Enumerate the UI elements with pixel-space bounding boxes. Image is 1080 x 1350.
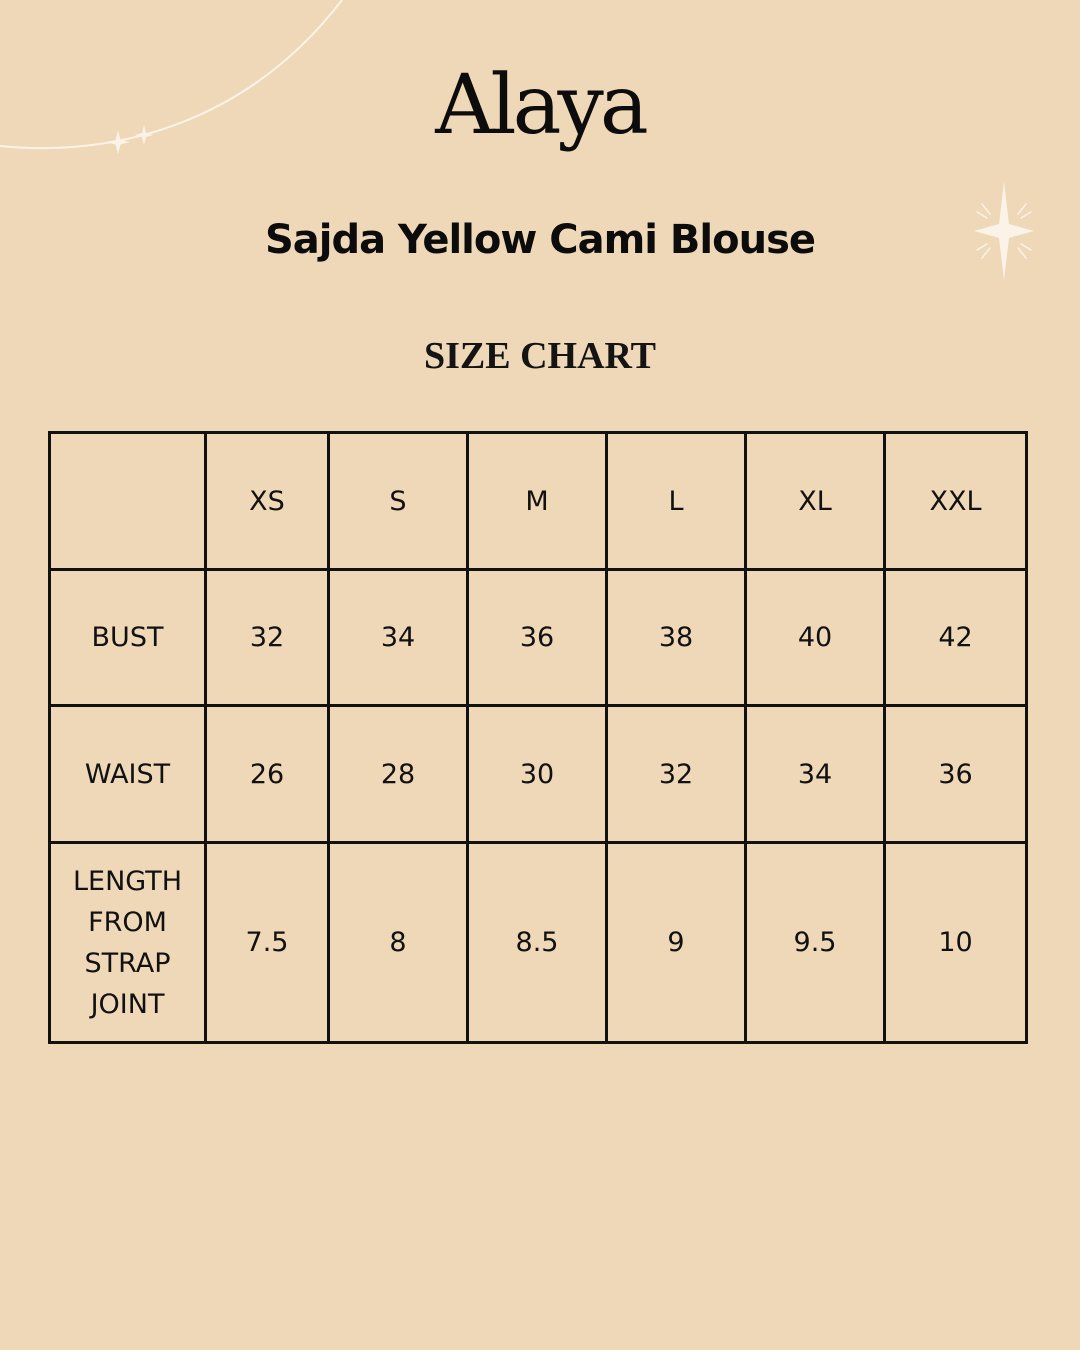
table-cell: 10 bbox=[885, 843, 1027, 1043]
row-label-line: STRAP bbox=[84, 947, 171, 979]
table-cell: 8.5 bbox=[468, 843, 607, 1043]
table-cell: 34 bbox=[329, 570, 468, 706]
table-cell: 30 bbox=[468, 706, 607, 843]
size-chart-table bbox=[48, 431, 1028, 1044]
size-header: XXL bbox=[885, 433, 1027, 570]
table-cell: 32 bbox=[206, 570, 329, 706]
size-header: XL bbox=[746, 433, 885, 570]
table-cell: 26 bbox=[206, 706, 329, 843]
table-cell: 38 bbox=[607, 570, 746, 706]
size-header: XS bbox=[206, 433, 329, 570]
table-cell: 40 bbox=[746, 570, 885, 706]
table-cell: 9.5 bbox=[746, 843, 885, 1043]
row-label: BUST bbox=[50, 570, 206, 706]
table-cell: 42 bbox=[885, 570, 1027, 706]
size-header: L bbox=[607, 433, 746, 570]
product-title: Sajda Yellow Cami Blouse bbox=[264, 217, 816, 263]
table-cell: 9 bbox=[607, 843, 746, 1043]
size-header: S bbox=[329, 433, 468, 570]
table-cell: 32 bbox=[607, 706, 746, 843]
table-cell: 36 bbox=[468, 570, 607, 706]
brand-logo: Alaya bbox=[435, 58, 645, 153]
row-label-line: JOINT bbox=[90, 988, 165, 1020]
corner-cell bbox=[50, 433, 206, 570]
table-row bbox=[50, 843, 1027, 1043]
table-cell: 28 bbox=[329, 706, 468, 843]
table-cell: 34 bbox=[746, 706, 885, 843]
size-chart-heading: SIZE CHART bbox=[423, 335, 656, 377]
row-label: WAIST bbox=[50, 706, 206, 843]
row-label-line: LENGTH bbox=[72, 865, 183, 897]
table-cell: 7.5 bbox=[206, 843, 329, 1043]
table-row bbox=[50, 570, 1027, 706]
size-header: M bbox=[468, 433, 607, 570]
table-cell: 8 bbox=[329, 843, 468, 1043]
row-label bbox=[50, 843, 206, 1043]
table-header-row bbox=[50, 433, 1027, 570]
table-cell: 36 bbox=[885, 706, 1027, 843]
row-label-line: FROM bbox=[88, 906, 167, 938]
table-row bbox=[50, 706, 1027, 843]
